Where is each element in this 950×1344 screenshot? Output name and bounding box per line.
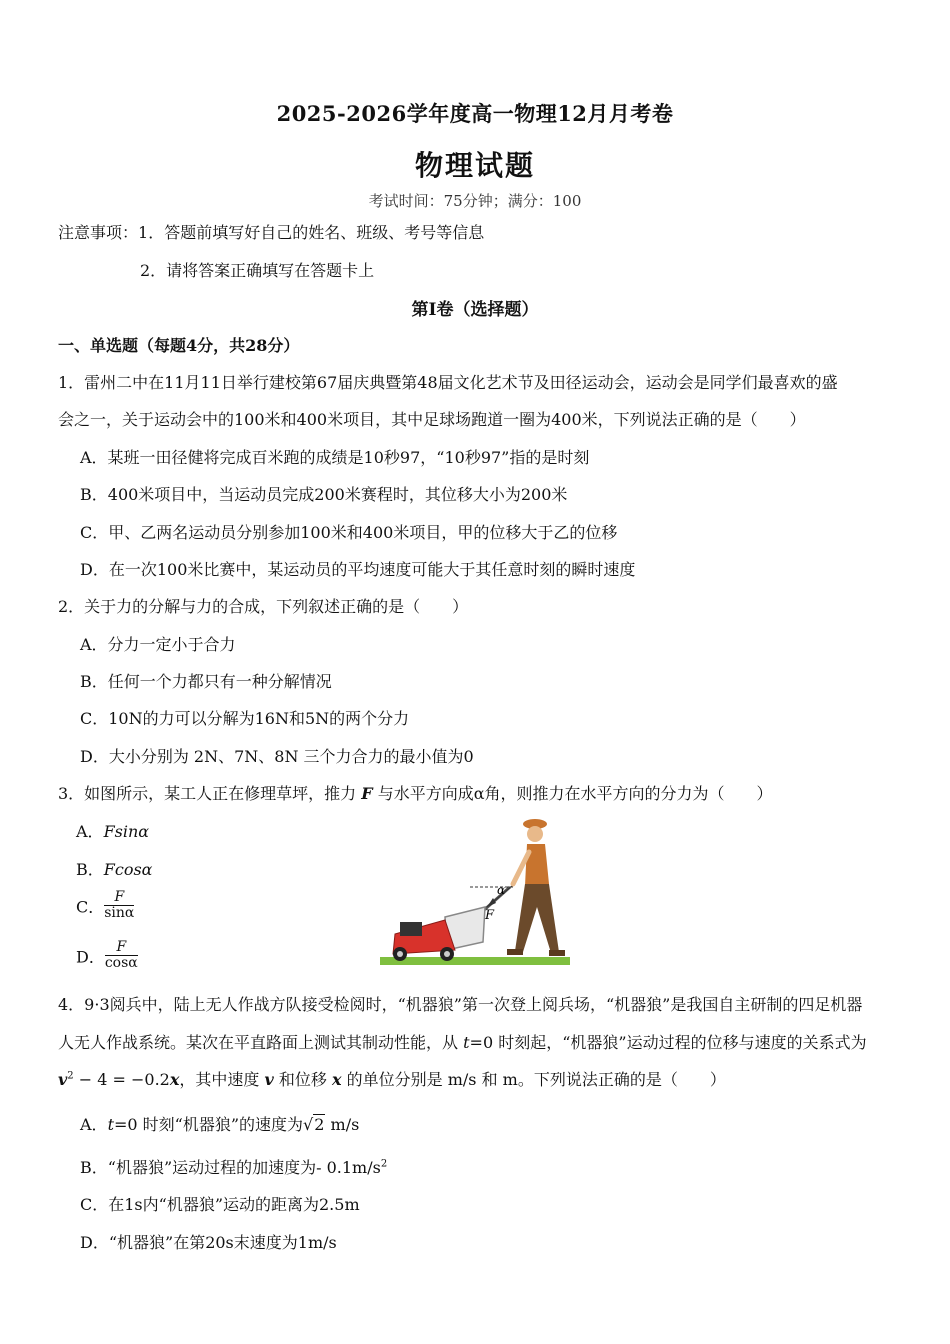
q3-option-a bbox=[76, 819, 149, 842]
q3-option-c-label: C． bbox=[76, 897, 105, 917]
q4-option-a-label: A． bbox=[80, 1115, 108, 1134]
group-title: 一、单选题（每题4分，共28分） bbox=[58, 336, 300, 355]
worker-head bbox=[527, 826, 543, 842]
worker-pants bbox=[515, 884, 559, 953]
figure-alpha-label: α bbox=[497, 883, 506, 897]
paper-subtitle: 物理试题 bbox=[414, 149, 535, 182]
q4-line2-t: t bbox=[463, 1033, 470, 1052]
q2-option-a: A．分力一定小于合力 bbox=[80, 635, 236, 654]
q4-option-c: C．在1s内“机器狼”运动的距离为2.5m bbox=[80, 1195, 360, 1214]
q4-line3-x: x bbox=[331, 1070, 342, 1089]
notice-label: 注意事项： bbox=[58, 223, 139, 242]
q1-stem-line-1: 1．雷州二中在11月11日举行建校第67届庆典暨第48届文化艺术节及田径运动会，运动会是同学们最喜欢的盛 bbox=[58, 373, 838, 392]
q1-option-c: C．甲、乙两名运动员分别参加100米和400米项目，甲的位移大于乙的位移 bbox=[80, 523, 618, 542]
q3-option-d-fraction bbox=[105, 940, 138, 972]
q3-option-b-force: F bbox=[103, 860, 115, 879]
worker-shoe-right bbox=[549, 950, 565, 956]
q3-stem-force: F bbox=[361, 784, 373, 803]
q4-line3-b: 和位移 bbox=[273, 1070, 332, 1089]
worker-shoe-left bbox=[507, 949, 523, 955]
q4-line2-post: =0 时刻起，“机器狼”运动过程的位移与速度的关系式为 bbox=[469, 1033, 867, 1052]
q1-option-a: A．某班一田径健将完成百米跑的成绩是10秒97，“10秒97”指的是时刻 bbox=[80, 448, 590, 467]
lawn-mower-figure bbox=[375, 812, 575, 972]
q3-option-d-label: D． bbox=[76, 947, 105, 967]
q3-option-c-numerator: F bbox=[104, 890, 134, 906]
q4-option-b-text: B．“机器狼”运动过程的加速度为- 0.1m/s bbox=[80, 1158, 381, 1177]
q4-option-b-exponent: 2 bbox=[380, 1158, 388, 1170]
notice-line-1 bbox=[58, 220, 484, 243]
q3-option-d-denominator: cosα bbox=[104, 955, 138, 972]
q4-line3-c: 的单位分别是 m/s 和 m。下列说法正确的是（ ） bbox=[341, 1070, 726, 1089]
q4-option-a-t: t bbox=[107, 1115, 114, 1134]
q4-option-a-sqrt: √2 bbox=[303, 1115, 325, 1134]
q4-eq-mid: − 4 = −0.2 bbox=[73, 1070, 170, 1089]
q4-stem-line-1: 4．9·3阅兵中，陆上无人作战方队接受检阅时，“机器狼”第一次登上阅兵场，“机器狼”是我国自主研制的四足机器 bbox=[58, 995, 863, 1014]
q3-option-b bbox=[76, 857, 152, 880]
q3-stem-post: 与水平方向成α角，则推力在水平方向的分力为（ ） bbox=[372, 784, 773, 803]
q4-line3-a: ，其中速度 bbox=[179, 1070, 265, 1089]
q4-option-a bbox=[80, 1112, 359, 1135]
notice-item-1: 1．答题前填写好自己的姓名、班级、考号等信息 bbox=[138, 223, 485, 242]
q4-option-a-radicand: 2 bbox=[314, 1115, 325, 1134]
q4-option-b bbox=[80, 1155, 387, 1178]
grass-strip bbox=[380, 957, 570, 965]
q3-option-c-denominator: sinα bbox=[104, 905, 135, 922]
exam-info: 考试时间：75分钟；满分：100 bbox=[368, 192, 582, 210]
q4-line3-v: v bbox=[264, 1070, 274, 1089]
q3-option-d-numerator: F bbox=[105, 940, 138, 956]
q2-option-c: C．10N的力可以分解为16N和5N的两个分力 bbox=[80, 709, 410, 728]
q3-option-c bbox=[76, 890, 134, 922]
q1-stem-line-2: 会之一，关于运动会中的100米和400米项目，其中足球场跑道一圈为400米，下列说法正确的是（ ） bbox=[58, 410, 806, 429]
q3-option-a-force: F bbox=[103, 822, 115, 841]
mower-engine bbox=[400, 922, 422, 936]
q1-option-d: D．在一次100米比赛中，某运动员的平均速度可能大于其任意时刻的瞬时速度 bbox=[80, 560, 636, 579]
q4-option-d: D．“机器狼”在第20s末速度为1m/s bbox=[80, 1233, 337, 1252]
q4-stem-line-2 bbox=[58, 1030, 867, 1053]
q3-option-a-label: A． bbox=[76, 822, 104, 841]
q3-option-b-label: B． bbox=[76, 860, 104, 879]
q4-option-a-mid: =0 时刻“机器狼”的速度为 bbox=[114, 1115, 304, 1134]
q4-eq-x: x bbox=[169, 1070, 180, 1089]
q1-option-b: B．400米项目中，当运动员完成200米赛程时，其位移大小为200米 bbox=[80, 485, 568, 504]
q4-line2-pre: 人无人作战系统。某次在平直路面上测试其制动性能，从 bbox=[58, 1033, 464, 1052]
q3-option-c-fraction bbox=[104, 890, 134, 922]
part-title: 第I卷（选择题） bbox=[411, 300, 539, 320]
q2-stem: 2．关于力的分解与力的合成，下列叙述正确的是（ ） bbox=[58, 597, 469, 616]
q4-eq-exponent: 2 bbox=[67, 1070, 74, 1082]
q3-stem-pre: 3．如图所示，某工人正在修理草坪，推力 bbox=[58, 784, 362, 803]
q3-option-a-fn: sinα bbox=[114, 822, 150, 841]
notice-item-2: 2．请将答案正确填写在答题卡上 bbox=[140, 261, 375, 280]
q3-stem bbox=[58, 781, 773, 804]
q4-eq-v: v bbox=[58, 1070, 68, 1089]
paper-title: 2025-2026学年度高一物理12月月考卷 bbox=[276, 101, 674, 126]
q4-option-a-unit: m/s bbox=[325, 1115, 360, 1134]
q2-option-b: B．任何一个力都只有一种分解情况 bbox=[80, 672, 332, 691]
q3-option-b-fn: cosα bbox=[114, 860, 153, 879]
q3-option-d bbox=[76, 940, 138, 972]
q4-stem-line-3 bbox=[58, 1067, 726, 1090]
figure-force-label: F bbox=[485, 908, 495, 923]
q2-option-d: D．大小分别为 2N、7N、8N 三个力合力的最小值为0 bbox=[80, 747, 474, 766]
